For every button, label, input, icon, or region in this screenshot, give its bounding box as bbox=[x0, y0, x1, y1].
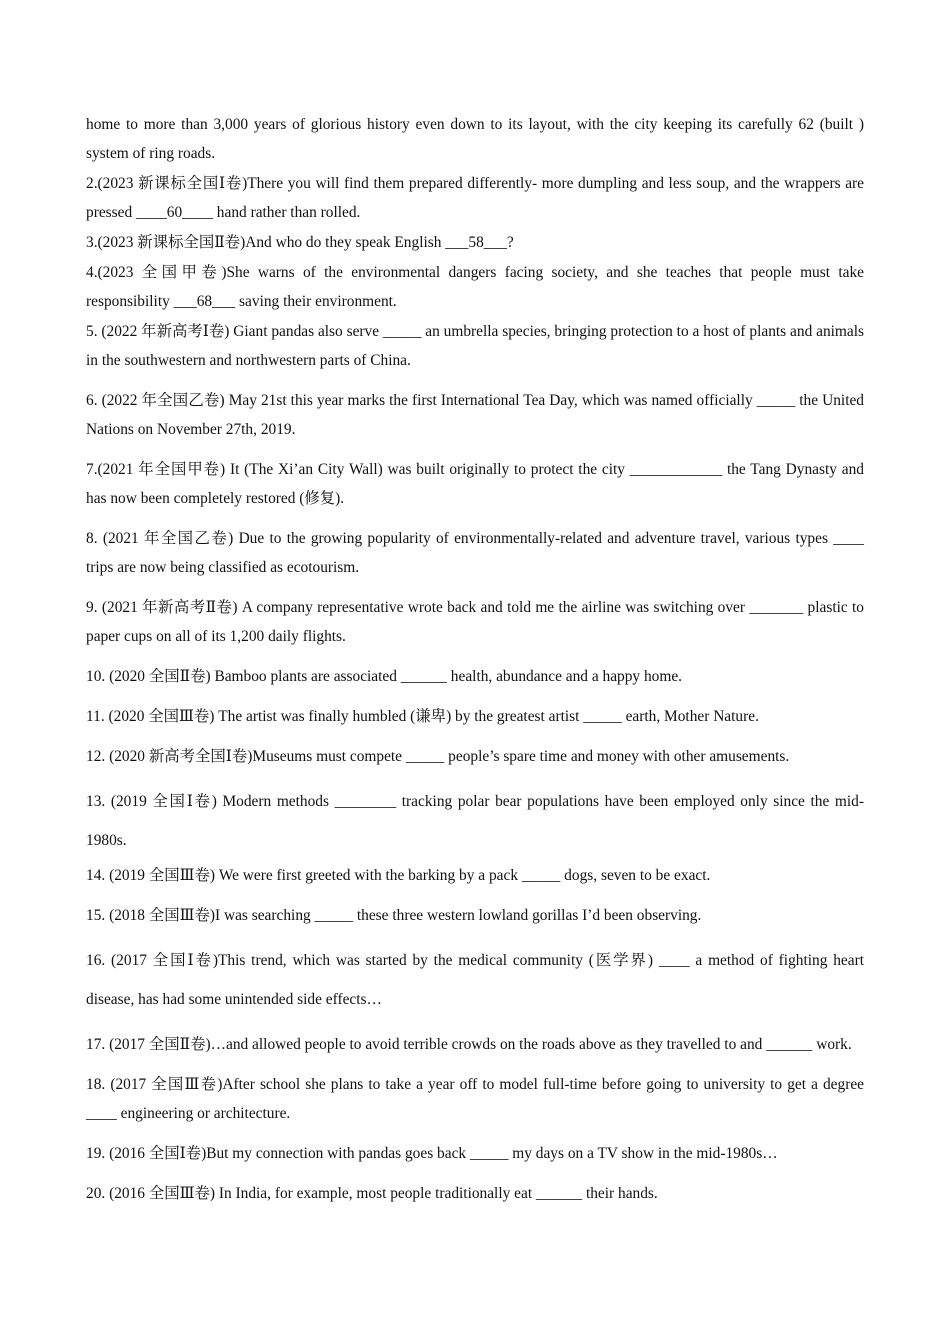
item-10: 10. (2020 全国Ⅱ卷) Bamboo plants are associated ______ health, abundance and a happy home. bbox=[86, 668, 683, 685]
item-14: 14. (2019 全国Ⅲ卷) We were first greeted with the barking by a pack _____ dogs, seven to be exact. bbox=[86, 867, 711, 884]
item-16: 16. (2017 全国Ⅰ卷)This trend, which was started by the medical community (医学界) ____ a method of fighting heart disease, has had some unintended side effects… bbox=[86, 952, 864, 1008]
item-12: 12. (2020 新高考全国Ⅰ卷)Museums must compete _____ people’s spare time and money with other amusements. bbox=[86, 748, 790, 765]
item-20: 20. (2016 全国Ⅲ卷) In India, for example, most people traditionally eat ______ their hands. bbox=[86, 1185, 658, 1202]
item-2: 2.(2023 新课标全国Ⅰ卷)There you will find them prepared differently- more dumpling and less soup, and the wrappers are pressed ____60____ hand rather than rolled. bbox=[86, 175, 864, 221]
item-9: 9. (2021 年新高考Ⅱ卷) A company representative wrote back and told me the airline was switching over _______ plastic to paper cups on all of its 1,200 daily flights. bbox=[86, 599, 864, 645]
item-13: 13. (2019 全国Ⅰ卷) Modern methods ________ tracking polar bear populations have been employed only since the mid-1980s. bbox=[86, 793, 864, 849]
item-11: 11. (2020 全国Ⅲ卷) The artist was finally humbled (谦卑) by the greatest artist _____ earth, Mother Nature. bbox=[86, 708, 759, 725]
item-19: 19. (2016 全国Ⅰ卷)But my connection with pandas goes back _____ my days on a TV show in the mid-1980s… bbox=[86, 1145, 778, 1162]
item-3: 3.(2023 新课标全国Ⅱ卷)And who do they speak English ___58___? bbox=[86, 234, 514, 251]
item-18: 18. (2017 全国Ⅲ卷)After school she plans to take a year off to model full-time before going to university to get a degree ____ engineering or architecture. bbox=[86, 1076, 864, 1122]
item-5: 5. (2022 年新高考Ⅰ卷) Giant pandas also serve _____ an umbrella species, bringing protection to a host of plants and animals in the southwestern and northwestern parts of China. bbox=[86, 323, 864, 369]
item-61-continuation: home to more than 3,000 years of glorious history even down to its layout, with the city keeping its carefully 62 (built ) system of ring roads. bbox=[86, 116, 864, 162]
item-15: 15. (2018 全国Ⅲ卷)I was searching _____ these three western lowland gorillas I’d been observing. bbox=[86, 907, 702, 924]
item-8: 8. (2021 年全国乙卷) Due to the growing popularity of environmentally-related and adventure travel, various types ____ trips are now being classified as ecotourism. bbox=[86, 530, 864, 576]
item-6: 6. (2022 年全国乙卷) May 21st this year marks the first International Tea Day, which was named officially _____ the United Nations on November 27th, 2019. bbox=[86, 392, 864, 438]
item-4: 4.(2023 全国甲卷)She warns of the environmental dangers facing society, and she teaches that people must take responsibility ___68___ saving their environment. bbox=[86, 264, 864, 310]
document-page bbox=[86, 110, 864, 1208]
item-7: 7.(2021 年全国甲卷) It (The Xi’an City Wall) was built originally to protect the city ____________ the Tang Dynasty and has now been completely restored (修复). bbox=[86, 461, 864, 507]
item-17: 17. (2017 全国Ⅱ卷)…and allowed people to avoid terrible crowds on the roads above as they travelled to and ______ work. bbox=[86, 1036, 852, 1053]
